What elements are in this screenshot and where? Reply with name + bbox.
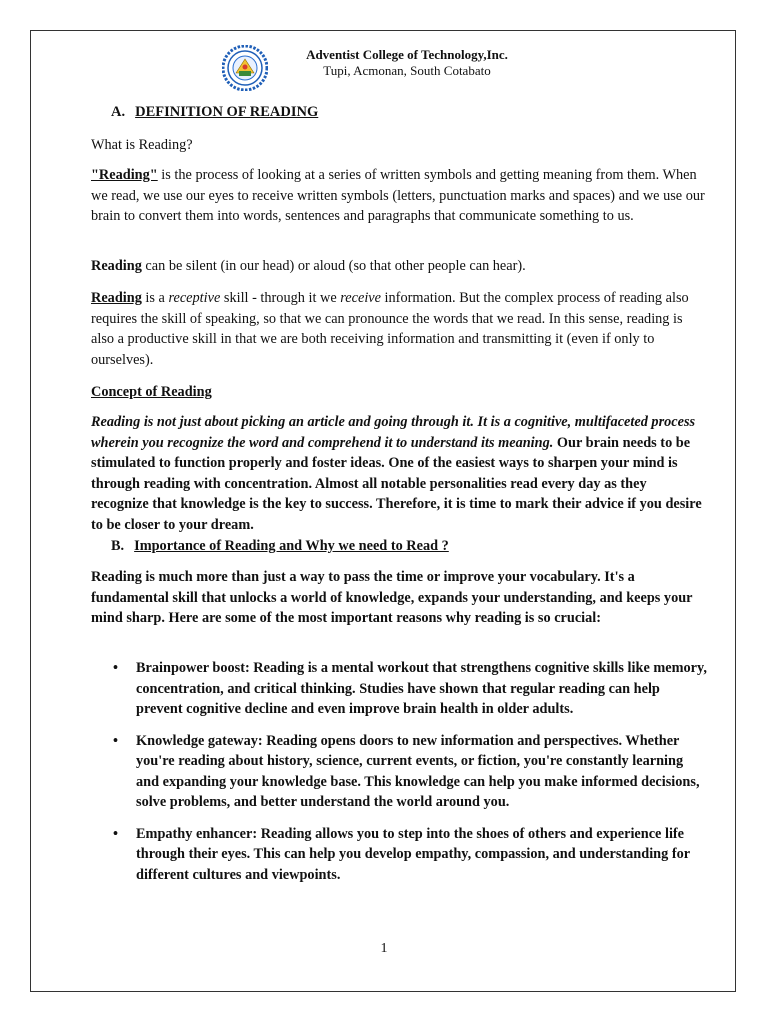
school-seal-icon bbox=[222, 45, 268, 91]
receptive-text-c: information. But the complex process of reading also requires the skill of speaking, so that we can pronounce the words that we read. In this sense, reading is also a productive skill in that we are both receiving information and transmitting it (even if only to ourselves). bbox=[91, 290, 689, 368]
page-number: 1 bbox=[380, 941, 388, 956]
receptive-text-b: skill - through it we bbox=[220, 290, 341, 306]
list-item-text: Empathy enhancer: Reading allows you to step into the shoes of others and experience life through their eyes. This can help you develop empathy, compassion, and understanding for different cultures and viewpoints. bbox=[136, 825, 690, 883]
letterhead bbox=[91, 43, 707, 95]
silent-text: can be silent (in our head) or aloud (so that other people can hear). bbox=[141, 258, 526, 274]
concept-heading: Concept of Reading bbox=[91, 384, 212, 400]
concept-bold-text: Our brain needs to be stimulated to function properly and foster ideas. One of the easiest ways to sharpen your mind is through reading with concentration. Almost all notable personalities read every day as they recognize that knowledge is the key to success. Therefore, it is time to mark their advice if you desire to be closer to your dream. bbox=[91, 434, 702, 533]
importance-intro: Reading is much more than just a way to pass the time or improve your vocabulary. It's a fundamental skill that unlocks a world of knowledge, expands your understanding, and keeps your mind sharp. Here are some of the most important reasons why reading is so crucial: bbox=[91, 569, 693, 626]
receptive-text-a: is a bbox=[141, 290, 169, 306]
bullet-icon: • bbox=[113, 660, 119, 676]
reading-term: Reading bbox=[91, 258, 142, 274]
reading-term: Reading bbox=[91, 290, 142, 306]
section-b-letter: B. bbox=[111, 538, 125, 554]
concept-italic-text: Reading is not just about picking an article and going through it. It is a cognitive, multifaceted process wherein you recognize the word and comprehend it to understand its meaning. bbox=[91, 414, 696, 451]
bullet-icon: • bbox=[113, 825, 119, 842]
list-item-text: Brainpower boost: Reading is a mental workout that strengthens cognitive skills like memory, concentration, and critical thinking. Studies have shown that regular reading can help prevent cognitive decline and even improve brain health in older adults. bbox=[136, 660, 707, 717]
list-item bbox=[91, 824, 707, 886]
section-a-letter: A. bbox=[111, 104, 126, 120]
bullet-icon: • bbox=[113, 732, 119, 749]
list-item-text: Knowledge gateway: Reading opens doors to new information and perspectives. Whether you're reading about history, science, current events, or fiction, you're constantly learning and expanding your knowledge base. This knowledge can help you make informed decisions, solve problems, and better understand the world around you. bbox=[136, 732, 700, 810]
page-content bbox=[91, 43, 707, 883]
document-page bbox=[30, 30, 736, 992]
list-item bbox=[91, 658, 707, 720]
definition-text: is the process of looking at a series of written symbols and getting meaning from them. When we read, we use our eyes to receive written symbols (letters, punctuation marks and spaces) and we use our brain to convert them into words, sentences and paragraphs that communicate something to us. bbox=[91, 167, 705, 224]
school-address: Tupi, Acmonan, South Cotabato bbox=[323, 63, 491, 78]
receptive-paragraph bbox=[91, 288, 707, 370]
reasons-list bbox=[91, 658, 707, 885]
reading-term: "Reading" bbox=[91, 167, 158, 183]
section-b-heading bbox=[111, 536, 707, 557]
letterhead-text bbox=[277, 47, 537, 79]
silent-paragraph bbox=[91, 256, 707, 277]
list-item bbox=[91, 731, 707, 813]
concept-paragraph bbox=[91, 412, 707, 535]
question-text: What is Reading? bbox=[91, 137, 193, 153]
section-b-title: Importance of Reading and Why we need to Read ? bbox=[134, 538, 449, 554]
receive-word: receive bbox=[340, 290, 381, 306]
definition-paragraph bbox=[91, 165, 707, 227]
section-a-heading bbox=[111, 104, 318, 121]
section-a-title: DEFINITION OF READING bbox=[135, 104, 319, 120]
receptive-word: receptive bbox=[168, 290, 221, 306]
school-name: Adventist College of Technology,Inc. bbox=[306, 47, 508, 62]
